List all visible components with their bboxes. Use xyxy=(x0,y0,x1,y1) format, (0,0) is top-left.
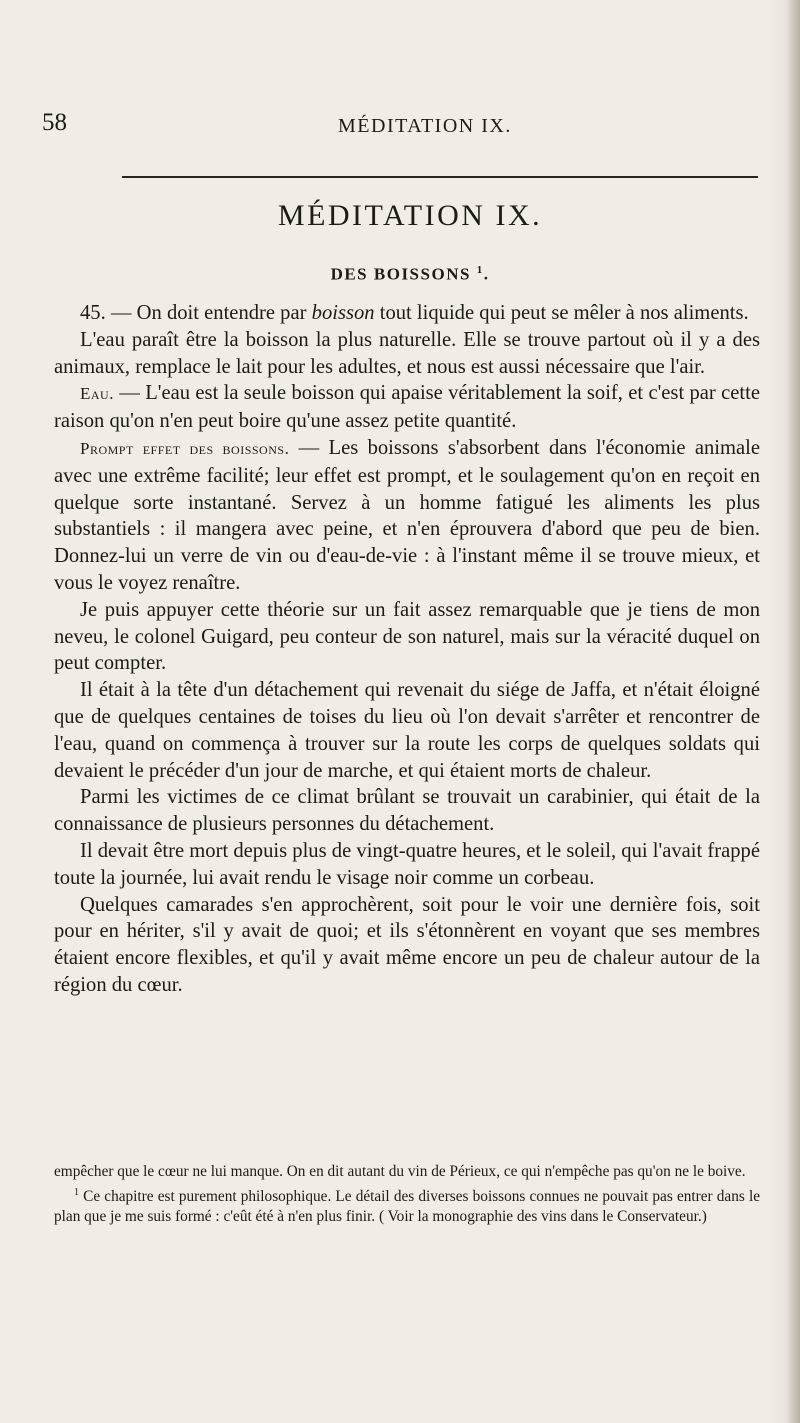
page-number: 58 xyxy=(42,109,67,136)
body-text xyxy=(54,300,760,999)
footnote-marker: 1 xyxy=(74,1186,79,1198)
footnote-ref: 1 xyxy=(476,264,484,276)
footnotes xyxy=(54,1162,760,1228)
paragraph: Quelques camarades s'en approchèrent, soit pour le voir une dernière fois, soit pour en hériter, s'il y avait de quoi; et ils s'étonnèrent en voyant que ses membres étaient encore flexibles, et qu'il y avait même encore un peu de chaleur autour de la région du cœur. xyxy=(54,893,760,996)
paragraph-label: Eau. xyxy=(80,384,114,404)
paragraph: Prompt effet des boissons. — Les boissons s'absorbent dans l'économie animale avec une extrême facilité; leur effet est prompt, et le soulagement qu'on en reçoit en quelque sorte instantané. Servez à un homme fatigué les aliments les plus substantiels : il mangera avec peine, et n'en éprouvera d'abord que peu de bien. Donnez-lui un verre de vin ou d'eau-de-vie : à l'instant même il se trouve mieux, et vous le voyez renaître. xyxy=(54,436,760,594)
paragraph: L'eau paraît être la boisson la plus naturelle. Elle se trouve partout où il y a des animaux, remplace le lait pour les adultes, et nous est aussi nécessaire que l'air. xyxy=(54,328,760,378)
footnote-continuation: empêcher que le cœur ne lui manque. On en dit autant du vin de Périeux, ce qui n'empêche pas qu'on ne le boive. xyxy=(54,1163,746,1180)
running-head: MÉDITATION IX. xyxy=(338,115,512,137)
paragraph: Parmi les victimes de ce climat brûlant se trouvait un carabinier, qui était de la connaissance de plusieurs personnes du détachement. xyxy=(54,786,760,836)
paragraph: Il devait être mort depuis plus de vingt-quatre heures, et le soleil, qui l'avait frappé toute la journée, lui avait rendu le visage noir comme un corbeau. xyxy=(54,839,760,889)
emphasized-term: boisson xyxy=(311,302,375,324)
section-title-text: DES BOISSONS xyxy=(330,264,471,284)
header-rule xyxy=(122,176,758,178)
page-edge-shadow xyxy=(786,0,800,1423)
paragraph-number: 45. xyxy=(80,302,106,324)
paragraph: Je puis appuyer cette théorie sur un fait assez remarquable que je tiens de mon neveu, le colonel Guigard, peu conteur de son naturel, mais sur la véracité duquel on peut compter. xyxy=(54,598,760,675)
section-title: DES BOISSONS $^1$. xyxy=(330,264,490,284)
paragraph: Eau. — L'eau est la seule boisson qui apaise véritablement la soif, et c'est par cette raison qu'on n'en peut boire qu'une assez petite quantité. xyxy=(54,382,760,433)
page-header xyxy=(42,108,762,148)
footnote: $^1$ Ce chapitre est purement philosophique. Le détail des diverses boissons connues ne pouvait pas entrer dans le plan que je me suis formé : c'eût été à n'en plus finir. ( Voir la monographie des vins dans le Conservateur.) xyxy=(54,1186,760,1226)
paragraph: 45. — On doit entendre par boisson tout liquide qui peut se mêler à nos aliments. xyxy=(80,302,749,324)
paragraph: Il était à la tête d'un détachement qui revenait du siége de Jaffa, et n'était éloigné que de quelques centaines de toises du lieu où l'on devait s'arrêter et rencontrer de l'eau, quand on commença à trouver sur la route les corps de quelques soldats qui devaient le précéder d'un jour de marche, et qui étaient morts de chaleur. xyxy=(54,679,760,782)
paragraph-label: Prompt effet des boissons. xyxy=(80,438,290,458)
chapter-title: MÉDITATION IX. xyxy=(277,199,543,232)
